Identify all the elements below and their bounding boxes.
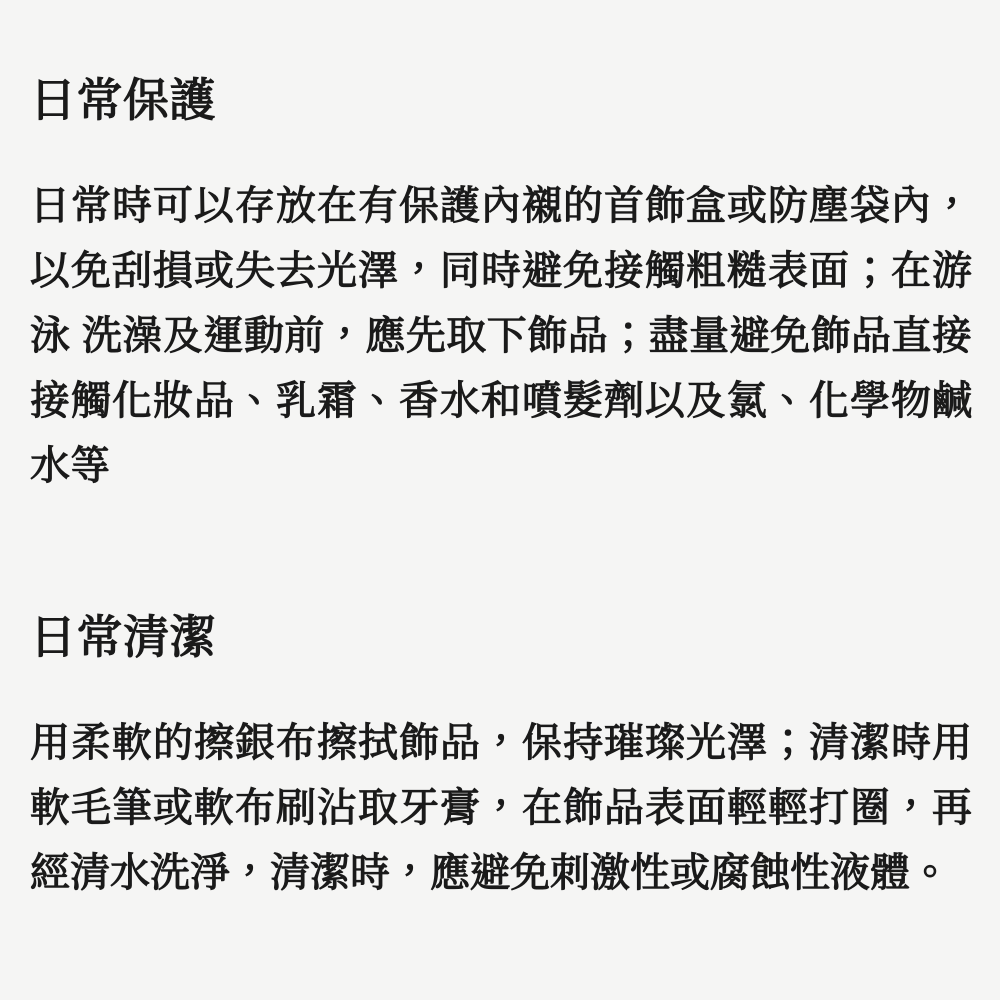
- daily-protection-heading: 日常保護: [30, 74, 216, 126]
- daily-cleaning-body: 用柔軟的擦銀布擦拭飾品，保持璀璨光澤；清潔時用軟毛筆或軟布刷沾取牙膏，在飾品表面輕輕打圈，再經清水洗淨，清潔時，應避免刺激性或腐蝕性液體。: [30, 721, 972, 895]
- section-daily-cleaning: [30, 607, 972, 906]
- daily-protection-body: 日常時可以存放在有保護內襯的首飾盒或防塵袋內，以免刮損或失去光澤，同時避免接觸粗糙表面；在游泳 洗澡及運動前，應先取下飾品；盡量避免飾品直接接觸化妝品、乳霜、香水和噴髮劑以及氯、化學物鹹水等: [30, 184, 972, 488]
- section-daily-protection: [30, 70, 972, 499]
- daily-cleaning-heading: 日常清潔: [30, 611, 216, 663]
